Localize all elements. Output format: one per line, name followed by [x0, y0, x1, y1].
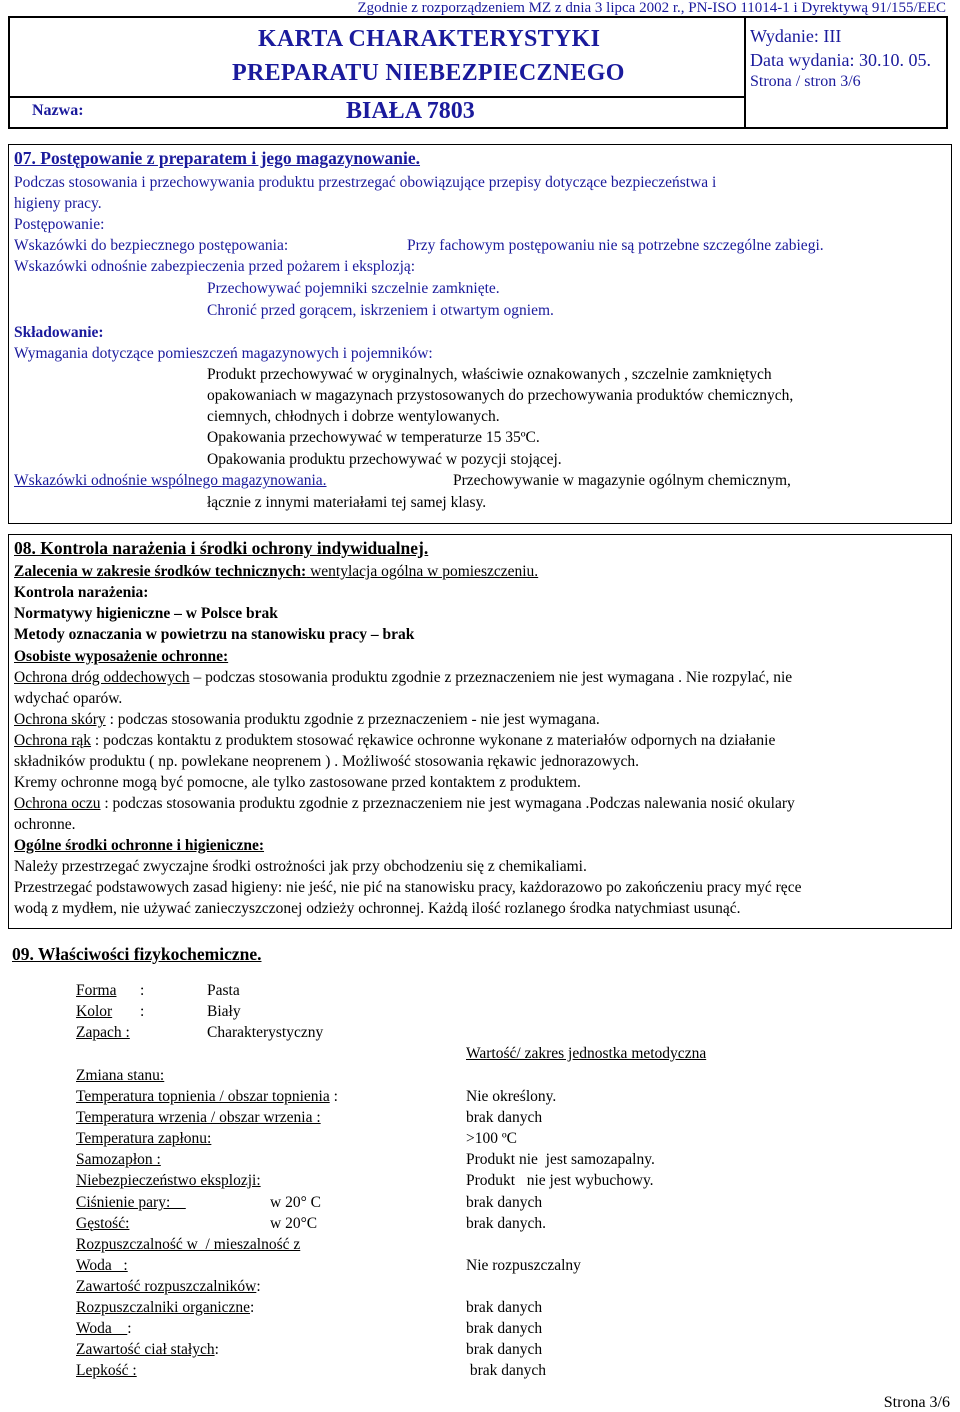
page-indicator: Strona / stron 3/6: [750, 73, 861, 90]
respiratory-protection-label: Ochrona dróg oddechowych: [14, 669, 190, 686]
property-label-text: Rozpuszczalność w / mieszalność z: [76, 1236, 301, 1253]
property-label-suffix: :: [214, 1341, 219, 1358]
state-change-label: Zmiana stanu:: [76, 1067, 165, 1084]
property-value: >100 ºC: [466, 1130, 518, 1147]
issue-date: Data wydania: 30.10. 05.: [750, 50, 931, 70]
technical-measures-value: wentylacja ogólna w pomieszczeniu.: [306, 563, 539, 580]
joint-storage-label: Wskazówki odnośnie wspólnego magazynowania.: [14, 472, 327, 489]
property-label: [76, 1194, 186, 1212]
skin-protection-label: Ochrona skóry: [14, 711, 106, 728]
storage-requirement-line: opakowaniach w magazynach przystosowanych do przechowywania produktów chemicznych,: [207, 387, 794, 404]
color-colon: :: [140, 1003, 145, 1020]
storage-requirement-line: ciemnych, chłodnych i dobrze wentylowanych.: [207, 408, 500, 425]
odor-label: Zapach :: [76, 1024, 130, 1041]
respiratory-protection-text-2: wdychać oparów.: [14, 690, 123, 707]
general-measures-title: Ogólne środki ochronne i higieniczne:: [14, 837, 265, 854]
joint-storage-value-1: Przechowywanie w magazynie ogólnym chemicznym,: [453, 472, 791, 489]
property-value: Produkt nie jest samozapalny.: [466, 1151, 655, 1168]
section-7-intro-line1: Podczas stosowania i przechowywania produktu przestrzegać obowiązujące przepisy dotyczące bezpieczeństwa i: [14, 174, 717, 191]
property-label-text: Temperatura topnienia / obszar topnienia: [76, 1088, 330, 1105]
property-label: [76, 1320, 132, 1338]
general-measures-text-2: Przestrzegać podstawowych zasad higieny: nie jeść, nie pić na stanowisku pracy, każdorazowo po zakończeniu pracy myć ręce: [14, 879, 802, 896]
property-label: [76, 1236, 300, 1254]
form-label: Forma: [76, 982, 117, 999]
joint-storage-value-2: łącznie z innymi materiałami tej samej klasy.: [207, 494, 487, 511]
protective-creams: Kremy ochronne mogą być pomocne, ale tylko zastosowane przed kontaktem z produktem.: [14, 774, 581, 791]
header-divider-vertical: [744, 18, 746, 127]
fire-protection-value-1: Przechowywać pojemniki szczelnie zamknięte.: [207, 280, 500, 297]
form-colon: :: [140, 982, 145, 999]
section-7-heading: 07. Postępowanie z preparatem i jego magazynowanie.: [14, 148, 421, 168]
property-label: [76, 1172, 261, 1190]
property-label-text: Niebezpieczeństwo eksplozji:: [76, 1172, 261, 1189]
property-label: [76, 1215, 129, 1233]
property-label-suffix: :: [127, 1320, 132, 1337]
product-name-label: Nazwa:: [32, 102, 84, 119]
property-value: brak danych: [466, 1299, 543, 1316]
property-value: brak danych.: [466, 1215, 547, 1232]
property-label: [76, 1341, 219, 1359]
property-label: [76, 1299, 254, 1317]
property-label-text: Zawartość ciał stałych: [76, 1341, 215, 1358]
property-label: [76, 1362, 137, 1380]
safe-handling-label: Wskazówki do bezpiecznego postępowania:: [14, 237, 289, 254]
property-label: [76, 1088, 338, 1106]
property-value: brak danych: [466, 1320, 543, 1337]
property-value: Nie rozpuszczalny: [466, 1257, 581, 1274]
form-value: Pasta: [207, 982, 240, 999]
skin-protection-text: : podczas stosowania produktu zgodnie z przeznaczeniem - nie jest wymagana.: [105, 711, 600, 728]
hand-protection-text-2: składników produktu ( np. powlekane neoprenem ) . Możliwość stosowania rękawic jednorazowych.: [14, 753, 639, 770]
property-condition: w 20° C: [270, 1194, 321, 1211]
property-value: brak danych: [466, 1362, 547, 1379]
section-8-heading: 08. Kontrola narażenia i środki ochrony indywidualnej.: [14, 538, 429, 558]
property-label-text: Gęstość:: [76, 1215, 130, 1232]
measurement-methods: Metody oznaczania w powietrzu na stanowisku pracy – brak: [14, 626, 415, 643]
property-label-text: Woda :: [76, 1257, 128, 1274]
property-value: brak danych: [466, 1341, 543, 1358]
hand-protection-text: : podczas kontaktu z produktem stosować rękawice ochronne wykonane z materiałów odpornych na działanie: [91, 732, 776, 749]
property-label-text: Lepkość :: [76, 1362, 137, 1379]
footer-page-number: Strona 3/6: [883, 1394, 950, 1411]
property-label-text: Ciśnienie pary:: [76, 1194, 186, 1211]
property-value: brak danych: [466, 1194, 543, 1211]
color-value: Biały: [207, 1003, 241, 1020]
property-label-suffix: :: [329, 1088, 338, 1105]
document-title-line1: KARTA CHARAKTERYSTYKI: [258, 26, 601, 52]
product-name: BIAŁA 7803: [346, 98, 475, 124]
section-7-intro-line2: higieny pracy.: [14, 195, 102, 212]
safe-handling-value: Przy fachowym postępowaniu nie są potrzebne szczególne zabiegi.: [407, 237, 824, 254]
property-label: [76, 1151, 161, 1169]
edition: Wydanie: III: [750, 26, 842, 46]
property-label-text: Samozapłon :: [76, 1151, 161, 1168]
property-label-suffix: :: [256, 1278, 261, 1295]
general-measures-text-3: wodą z mydłem, nie używać zanieczyszczonej odzieży ochronnej. Każdą ilość rozlanego środka natychmiast usunąć.: [14, 900, 741, 917]
fire-protection-value-2: Chronić przed gorącem, iskrzeniem i otwartym ogniem.: [207, 302, 554, 319]
exposure-control-title: Kontrola narażenia:: [14, 584, 149, 601]
technical-measures-label: Zalecenia w zakresie środków technicznych:: [14, 563, 307, 580]
hygiene-norms: Normatywy higieniczne – w Polsce brak: [14, 605, 278, 622]
regulation-note: Zgodnie z rozporządzeniem MZ z dnia 3 lipca 2002 r., PN-ISO 11014-1 i Dyrektywą 91/155/EEC: [357, 0, 946, 16]
color-label: Kolor: [76, 1003, 113, 1020]
storage-requirement-line: Opakowania przechowywać w temperaturze 15 35ºC.: [207, 429, 540, 446]
property-label-suffix: :: [250, 1299, 255, 1316]
ppe-title: Osobiste wyposażenie ochronne:: [14, 648, 229, 665]
property-label: [76, 1278, 261, 1296]
value-column-header: Wartość/ zakres jednostka metodyczna: [466, 1045, 707, 1062]
storage-requirement-line: Produkt przechowywać w oryginalnych, właściwie oznakowanych , szczelnie zamkniętych: [207, 366, 772, 383]
fire-protection-label: Wskazówki odnośnie zabezpieczenia przed pożarem i eksplozją:: [14, 258, 416, 275]
property-label: [76, 1257, 128, 1275]
odor-value: Charakterystyczny: [207, 1024, 324, 1041]
storage-requirements-label: Wymagania dotyczące pomieszczeń magazynowych i pojemników:: [14, 345, 433, 362]
property-label: [76, 1130, 211, 1148]
document-title-line2: PREPARATU NIEBEZPIECZNEGO: [232, 60, 625, 86]
handling-title: Postępowanie:: [14, 216, 105, 233]
storage-title: Składowanie:: [14, 324, 104, 341]
property-label-text: Temperatura zapłonu:: [76, 1130, 212, 1147]
property-condition: w 20°C: [270, 1215, 318, 1232]
respiratory-protection-text: – podczas stosowania produktu zgodnie z przeznaczeniem nie jest wymagana . Nie rozpylać, nie: [189, 669, 793, 686]
property-value: Nie określony.: [466, 1088, 557, 1105]
document-header: [8, 16, 948, 129]
section-9-heading: 09. Właściwości fizykochemiczne.: [12, 944, 262, 964]
property-label-text: Rozpuszczalniki organiczne: [76, 1299, 251, 1316]
property-label: [76, 1109, 321, 1127]
property-value: brak danych: [466, 1109, 543, 1126]
property-label-text: Zawartość rozpuszczalników: [76, 1278, 257, 1295]
eye-protection-text-2: ochronne.: [14, 816, 76, 833]
hand-protection-label: Ochrona rąk: [14, 732, 92, 749]
eye-protection-label: Ochrona oczu: [14, 795, 101, 812]
property-value: Produkt nie jest wybuchowy.: [466, 1172, 654, 1189]
storage-requirement-line: Opakowania produktu przechowywać w pozycji stojącej.: [207, 451, 562, 468]
property-label-text: Woda: [76, 1320, 128, 1337]
eye-protection-text: : podczas stosowania produktu zgodnie z przeznaczeniem nie jest wymagana .Podczas nalewania nosić okulary: [100, 795, 795, 812]
general-measures-text-1: Należy przestrzegać zwyczajne środki ostrożności jak przy obchodzeniu się z chemikaliami.: [14, 858, 587, 875]
property-label-text: Temperatura wrzenia / obszar wrzenia :: [76, 1109, 321, 1126]
